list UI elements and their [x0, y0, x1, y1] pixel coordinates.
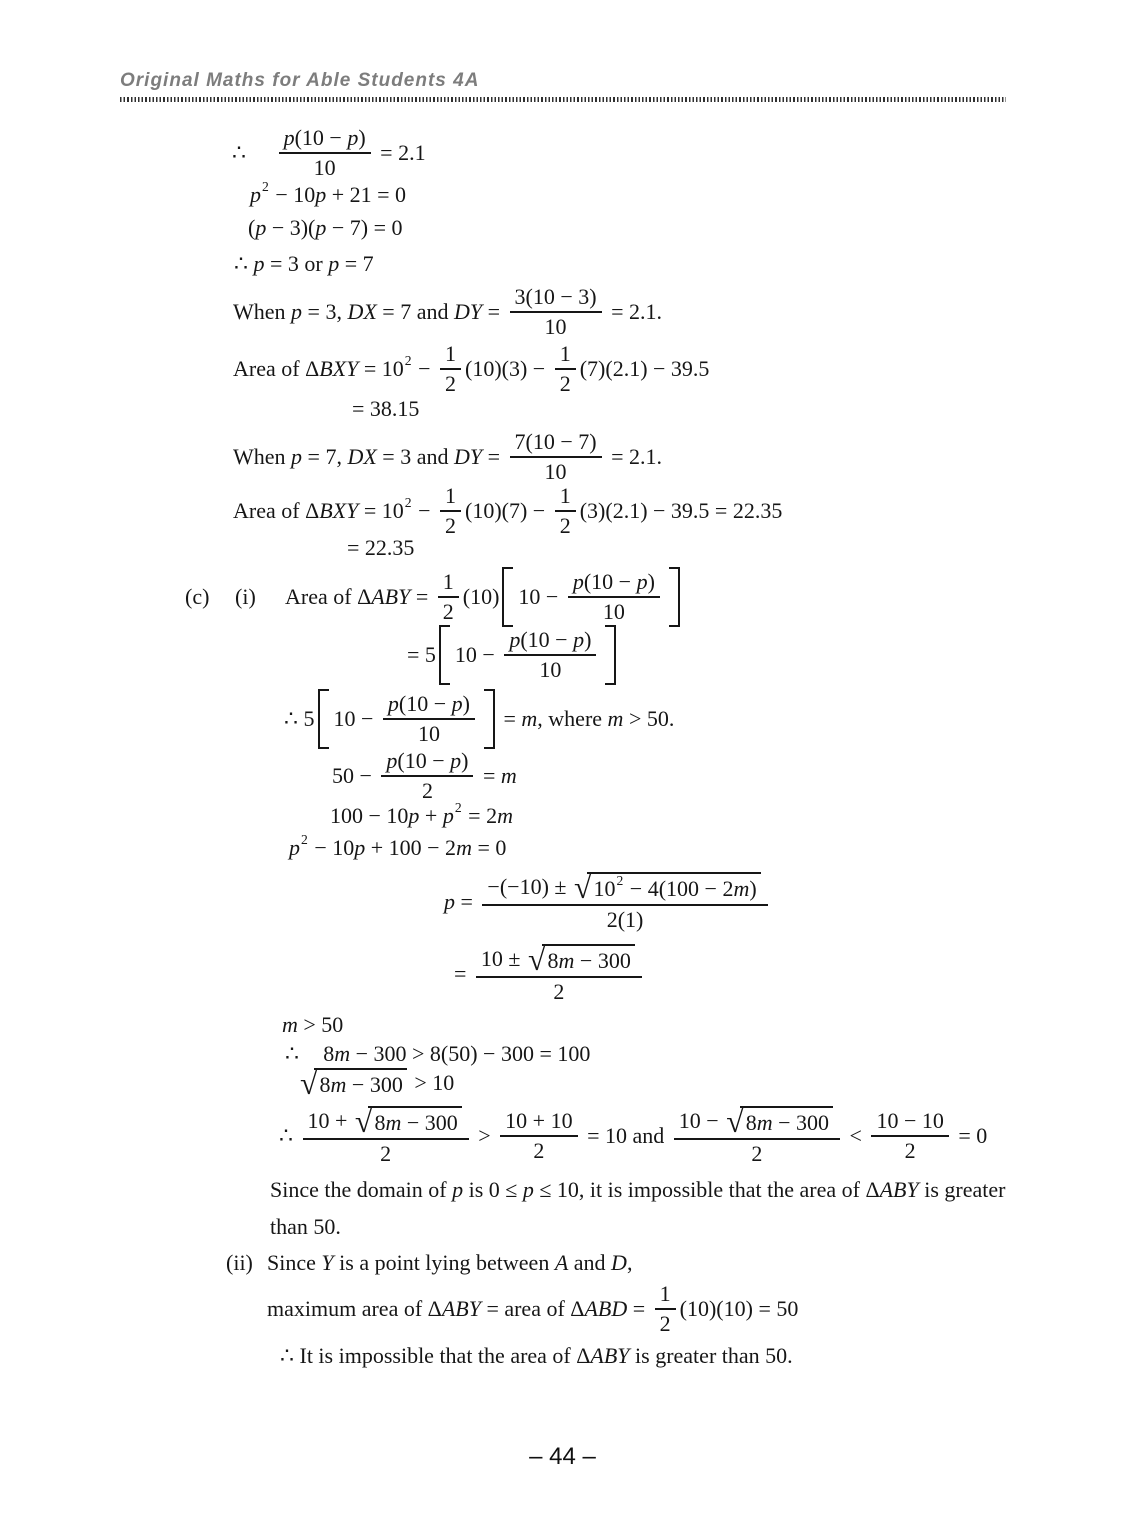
- variable: p: [289, 835, 300, 860]
- variable: ABY: [590, 1343, 630, 1368]
- left-bracket: [318, 689, 329, 749]
- left-bracket: [439, 625, 450, 685]
- variable: p: [255, 215, 267, 240]
- variable: p: [315, 182, 327, 207]
- variable: m: [521, 705, 538, 731]
- variable: p: [283, 125, 295, 150]
- variable: ABY: [441, 1295, 481, 1321]
- fraction: $\frac{1}{2}$: [655, 1282, 676, 1336]
- variable: p: [387, 691, 399, 716]
- variable: p: [291, 298, 303, 324]
- book-title: Original Maths for Able Students 4A: [120, 70, 480, 91]
- variable: m: [500, 762, 517, 788]
- variable: p: [522, 1177, 534, 1202]
- fraction: $\frac{1}{2}$: [555, 484, 576, 538]
- variable: m: [282, 1012, 298, 1037]
- variable: p: [573, 627, 585, 652]
- variable: p: [354, 835, 366, 860]
- right-bracket: [605, 625, 616, 685]
- fraction: p (10 − p ) 10: [279, 126, 371, 180]
- variable: p: [444, 889, 455, 915]
- step-area-value-p7: = 22.35: [347, 535, 415, 560]
- radical: √ 8 m − 300: [528, 944, 635, 974]
- variable: p: [347, 125, 359, 150]
- variable: m: [558, 947, 575, 973]
- variable: DY: [453, 298, 483, 324]
- math-expression: Area of Δ ABY = $\frac{1}{2}$ (10) 10 − p (10 − p ) 10: [285, 567, 683, 627]
- variable: m: [497, 803, 513, 828]
- math-expression: Since Y is a point lying between A and D ,: [267, 1250, 633, 1275]
- variable: p: [250, 182, 261, 207]
- bracket-group: 10 − p (10 − p ) 10: [318, 689, 495, 749]
- variable: p: [315, 215, 327, 240]
- step-part-ii-conclusion: ∴ It is impossible that the area of Δ ABY is greater than 50.: [280, 1343, 793, 1368]
- fraction: p (10 − p ) 10: [504, 628, 596, 682]
- fraction: $\frac{1}{2}$: [438, 570, 459, 624]
- page-number: – 44 –: [529, 1443, 596, 1470]
- radical: √ 8 m − 300: [300, 1068, 407, 1098]
- step-eq-simplified: 50 − p (10 − p ) 2 = m: [332, 748, 517, 803]
- superscript: 2: [404, 495, 412, 511]
- step-roots-bounds: ∴ 10 + √ 8 m − 300 2 > $\frac{10 + 10}{2}$ = 10 and 10 − √ 8 m − 300 2 < $\frac{10 - 10}{2}$ = 0: [279, 1104, 988, 1167]
- variable: ABY: [879, 1177, 919, 1202]
- step-case-p3: When p = 3, DX = 7 and DY = $\frac{3(10 - 3)}{10}$ = 2.1.: [233, 284, 662, 339]
- subpart-label-ii: (ii): [226, 1250, 253, 1275]
- variable: DY: [453, 443, 483, 469]
- radical: √ 10 2 − 4(100 − 2 m ): [574, 872, 761, 902]
- fraction: $\frac{1}{2}$: [555, 342, 576, 396]
- variable: m: [456, 835, 472, 860]
- superscript: 2: [616, 872, 624, 888]
- step-m-condition: m > 50: [282, 1012, 344, 1037]
- step-standard-form: p 2 − 10 p + 100 − 2 m = 0: [289, 832, 507, 860]
- step-simplified-roots: = 10 ± √ 8 m − 300 2: [454, 944, 646, 1004]
- variable: DX: [347, 443, 377, 469]
- variable: p: [451, 691, 463, 716]
- variable: p: [509, 627, 521, 652]
- variable: Y: [321, 1250, 334, 1275]
- conclusion-line-1: Since the domain of p is 0 ≤ p ≤ 10, it is impossible that the area of Δ ABY is greater: [270, 1177, 1006, 1202]
- left-bracket: [502, 567, 513, 627]
- variable: m: [330, 1071, 347, 1097]
- step-equation-m: ∴ 5 10 − p (10 − p ) 10 = m , where m > 50.: [284, 689, 674, 749]
- variable: m: [733, 875, 750, 901]
- conclusion-line-2: than 50.: [270, 1214, 341, 1239]
- step-area-bxy-p7: Area of Δ BXY = 10 2 − $\frac{1}{2}$ (10)(7) − $\frac{1}{2}$ (3)(2.1) − 39.5 = 22.35: [233, 483, 783, 538]
- step-area-value-p3: = 38.15: [352, 396, 420, 421]
- radical: √ 8 m − 300: [726, 1106, 833, 1136]
- part-label-c: (c): [185, 583, 210, 609]
- radical-sign-icon: √: [573, 870, 592, 905]
- fraction: 10 − √ 8 m − 300 2: [674, 1106, 840, 1166]
- step-expanded: 100 − 10 p + p 2 = 2 m: [330, 800, 513, 828]
- variable: m: [385, 1109, 402, 1135]
- header-rule: [120, 97, 1006, 102]
- variable: BXY: [319, 355, 359, 381]
- step-sqrt-inequality: √ 8 m − 300 > 10: [300, 1066, 455, 1101]
- superscript: 2: [404, 353, 412, 369]
- variable: m: [756, 1109, 773, 1135]
- fraction: $\frac{10 - 10}{2}$: [871, 1109, 948, 1163]
- fraction: p (10 − p ) 10: [383, 692, 475, 746]
- step-factorised: ( p − 3)( p − 7) = 0: [248, 215, 403, 240]
- step-roots: ∴ p = 3 or p = 7: [234, 251, 374, 276]
- step-inequality: ∴ 8 m − 300 > 8(50) − 300 = 100: [285, 1041, 591, 1066]
- radical-sign-icon: √: [726, 1104, 744, 1139]
- step-max-area: maximum area of Δ ABY = area of Δ ABD = $\frac{1}{2}$ (10)(10) = 50: [267, 1281, 799, 1336]
- variable: p: [452, 1177, 464, 1202]
- variable: D: [611, 1250, 627, 1275]
- fraction: $\frac{1}{2}$: [440, 342, 461, 396]
- step-quadratic-formula: p = −(−10) ± √ 10 2 − 4(100 − 2 m ) 2(1): [444, 872, 772, 932]
- step-quadratic: p 2 − 10 p + 21 = 0: [250, 179, 407, 207]
- variable: ABD: [584, 1295, 628, 1321]
- step-case-p7: When p = 7, DX = 3 and DY = $\frac{7(10 - 7)}{10}$ = 2.1.: [233, 429, 662, 484]
- fraction: $\frac{7(10 - 7)}{10}$: [510, 430, 602, 484]
- fraction: 10 + √ 8 m − 300 2: [303, 1106, 469, 1166]
- variable: p: [291, 443, 303, 469]
- fraction: p (10 − p ) 10: [568, 570, 660, 624]
- variable: A: [554, 1250, 569, 1275]
- radical-sign-icon: √: [528, 942, 546, 977]
- right-bracket: [669, 567, 680, 627]
- variable: p: [572, 569, 584, 594]
- step-part-ii-intro: [226, 1250, 632, 1276]
- fraction: $\frac{3(10 - 3)}{10}$: [510, 285, 602, 339]
- subpart-label-i: (i): [235, 583, 256, 609]
- variable: p: [636, 569, 648, 594]
- step-area-bxy-p3: Area of Δ BXY = 10 2 − $\frac{1}{2}$ (10)(3) − $\frac{1}{2}$ (7)(2.1) − 39.5: [233, 341, 710, 396]
- bracket-group: 10 − p (10 − p ) 10: [502, 567, 679, 627]
- radical: √ 8 m − 300: [355, 1106, 462, 1136]
- bracket-group: 10 − p (10 − p ) 10: [439, 625, 616, 685]
- variable: m: [334, 1041, 351, 1066]
- right-bracket: [484, 689, 495, 749]
- fraction: $\frac{10 + 10}{2}$: [500, 1109, 577, 1163]
- variable: p: [253, 251, 265, 276]
- variable: p: [442, 803, 454, 828]
- variable: m: [607, 705, 624, 731]
- fraction: 10 ± √ 8 m − 300 2: [476, 944, 642, 1004]
- radical-sign-icon: √: [300, 1066, 318, 1101]
- radical-sign-icon: √: [354, 1104, 373, 1139]
- step-fraction-equation: ∴ p (10 − p ) 10 = 2.1: [232, 125, 426, 180]
- variable: p: [386, 748, 398, 773]
- step-area-aby-simplified: = 5 10 − p (10 − p ) 10: [407, 625, 619, 685]
- variable: p: [450, 748, 462, 773]
- superscript: 2: [454, 800, 462, 816]
- variable: p: [328, 251, 340, 276]
- superscript: 2: [262, 179, 269, 195]
- superscript: 2: [301, 832, 308, 848]
- variable: BXY: [319, 497, 359, 523]
- variable: DX: [347, 298, 377, 324]
- variable: ABY: [371, 583, 411, 609]
- fraction: −(−10) ± √ 10 2 − 4(100 − 2 m ) 2(1): [482, 872, 767, 932]
- fraction: $\frac{1}{2}$: [440, 484, 461, 538]
- step-area-aby: [185, 567, 683, 627]
- fraction: p (10 − p ) 2: [381, 749, 473, 803]
- variable: p: [408, 803, 420, 828]
